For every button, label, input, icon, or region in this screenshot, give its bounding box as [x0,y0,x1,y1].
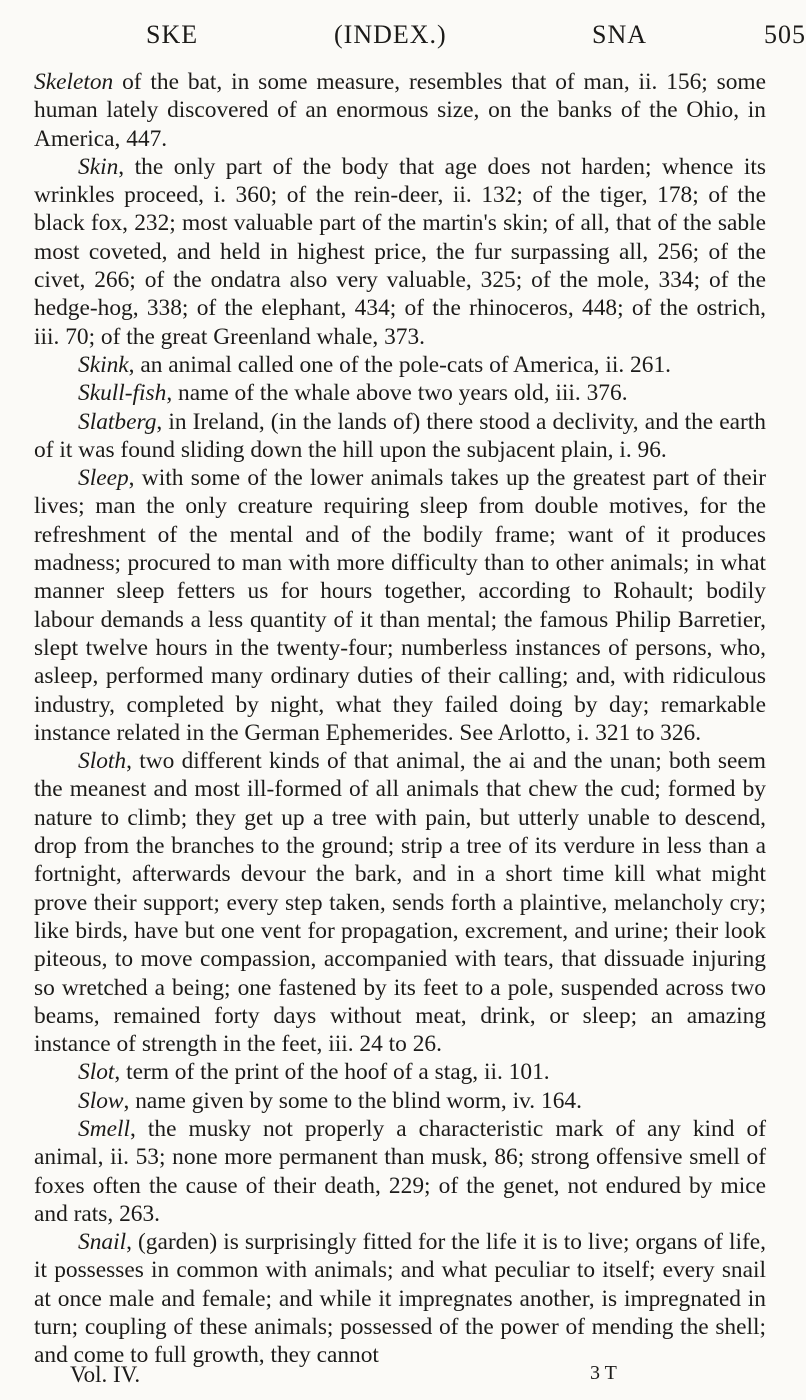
index-entry [34,351,766,379]
index-entry [34,464,766,747]
index-entry [34,1228,766,1369]
index-entries [34,68,766,1370]
index-entry [34,1087,766,1115]
index-entry [34,1058,766,1086]
entry-text: , two different kinds of that animal, the ai and the unan; both seem the meanest and most ill-formed of all animals that chew the cud; formed by nature to climb; they get up a tree with pain, but utterly unable to descend, drop from the branches to the ground; strip a tree of its verdure in less than a fortnight, afterwards devour the bark, and in a short time kill what might prove their support; every step taken, sends forth a plaintive, melancholy cry; like birds, have but one vent for propagation, excrement, and urine; their look piteous, to move compassion, accompanied with tears, that dissuade injuring so wretched a being; one fastened by its feet to a pole, suspended across two beams, remained forty days without meat, drink, or sleep; an amazing instance of strength in the feet, iii. 24 to 26. [34,748,766,1058]
entry-text: , name of the whale above two years old, iii. 376. [166,380,628,407]
entry-text: , an animal called one of the pole-cats of America, ii. 261. [128,351,671,378]
entry-term: Skull-fish [78,380,167,407]
header-right-guide-word: SNA [592,20,648,49]
entry-text: of the bat, in some measure, resembles that of man, ii. 156; some human lately discovered of an enormous size, on the banks of the Ohio, in America, 447. [34,69,766,152]
entry-term: Skink [78,351,129,378]
entry-text: , the musky not properly a characteristic mark of any kind of animal, ii. 53; none more permanent than musk, 86; strong offensive smell of foxes often the cause of their death, 229; of the genet, not endured by mice and rats, 263. [34,1115,766,1227]
index-entry [34,408,766,465]
header-left-guide-word: SKE [146,20,199,49]
entry-text: , the only part of the body that age does not harden; whence its wrinkles proceed, i. 360; of the rein-deer, ii. 132; of the tiger, 178; of the black fox, 232; most valuable part of the martin's skin; of all, that of the sable most coveted, and held in highest price, the fur surpassing all, 256; of the civet, 266; of the ondatra also very valuable, 325; of the mole, 334; of the hedge-hog, 338; of the elephant, 434; of the rhinoceros, 448; of the ostrich, iii. 70; of the great Greenland whale, 373. [34,153,766,350]
entry-term: Smell [78,1115,130,1142]
index-entry [34,1115,766,1228]
entry-term: Slatberg [78,408,157,435]
entry-text: , term of the print of the hoof of a stag, ii. 101. [114,1059,550,1086]
entry-text: , with some of the lower animals takes up the greatest part of their lives; man the only creature requiring sleep from double motives, for the refreshment of the mental and of the bodily frame; want of it produces madness; procured to man with more difficulty than to other animals; in what manner sleep fetters us for hours together, according to Rohault; bodily labour demands a less quantity of it than mental; the famous Philip Barretier, slept twelve hours in the twenty-four; numberless instances of persons, who, asleep, performed many ordinary duties of their calling; and, with ridiculous industry, completed by night, what they failed doing by day; remarkable instance related in the German Ephemerides. See Arlotto, i. 321 to 326. [34,465,766,746]
entry-term: Slow [78,1087,124,1114]
entry-term: Sloth [78,748,127,775]
index-entry [34,153,766,351]
entry-term: Skin [78,153,119,180]
entry-term: Skeleton [34,69,114,95]
page-footer [70,1362,730,1392]
index-entry [34,68,766,153]
page-number: 505 [764,20,806,49]
entry-term: Snail [78,1229,127,1256]
index-entry [34,379,766,407]
entry-text: , (garden) is surprisingly fitted for the life it is to live; organs of life, it possesses in common with animals; and what peculiar to itself; every snail at once male and female; and while it impregnates another, is impregnated in turn; coupling of these animals; possessed of the power of mending the shell; and come to full growth, they cannot [34,1229,766,1369]
header-section-title: (INDEX.) [334,20,447,49]
entry-term: Sleep [78,465,129,492]
index-entry [34,747,766,1058]
running-header [34,0,806,68]
volume-label: Vol. IV. [70,1362,141,1387]
entry-term: Slot [78,1059,115,1086]
entry-text: , in Ireland, (in the lands of) there stood a declivity, and the earth of it was found sliding down the hill upon the subjacent plain, i. 96. [34,408,766,463]
entry-text: , name given by some to the blind worm, iv. 164. [123,1087,582,1114]
signature-mark: 3 T [590,1362,617,1384]
